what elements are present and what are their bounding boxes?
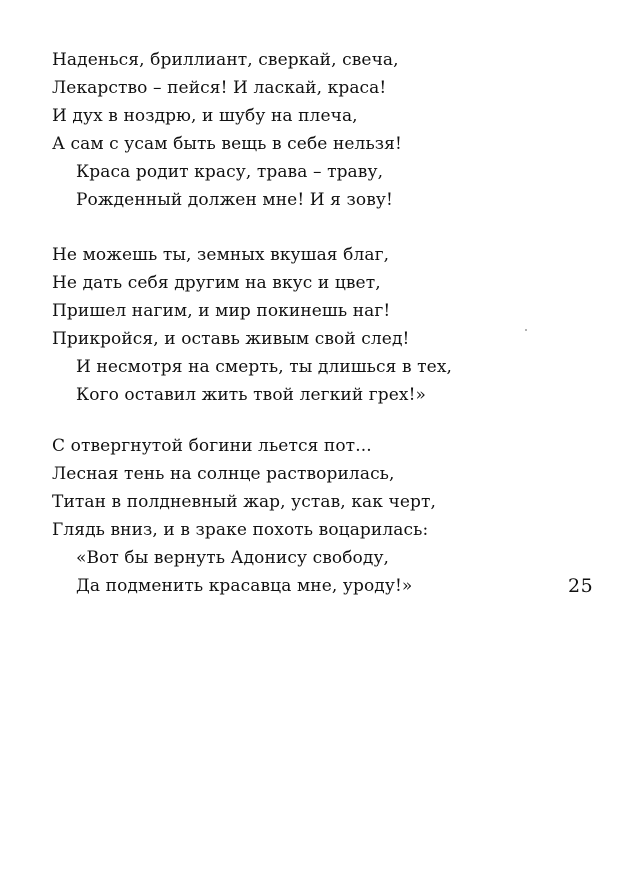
poem-line-indented: И несмотря на смерть, ты длишься в тех, <box>76 357 453 377</box>
poem-line: Титан в полдневный жар, устав, как черт, <box>52 492 436 512</box>
poem-line: А сам с усам быть вещь в себе нельзя! <box>52 134 402 154</box>
poem-line-indented: Краса родит красу, трава – траву, <box>76 162 384 182</box>
stanza-3 <box>52 432 532 600</box>
poem-line: Лекарство – пейся! И ласкай, краса! <box>52 78 387 98</box>
poem-line: Наденься, бриллиант, сверкай, свеча, <box>52 50 399 70</box>
poem-line: С отвергнутой богини льется пот... <box>52 436 372 456</box>
poem-line: И дух в ноздрю, и шубу на плеча, <box>52 106 358 126</box>
poem-line: Пришел нагим, и мир покинешь наг! <box>52 301 391 321</box>
poem-line-indented: «Вот бы вернуть Адонису свободу, <box>76 548 390 568</box>
poem-line: Не дать себя другим на вкус и цвет, <box>52 273 381 293</box>
poem-line-indented: Да подменить красавца мне, уроду!» <box>76 576 413 596</box>
poem-line: Лесная тень на солнце растворилась, <box>52 464 395 484</box>
poem-line: Прикройся, и оставь живым свой след! <box>52 329 410 349</box>
stanza-1 <box>52 46 532 214</box>
poem-line-indented: Кого оставил жить твой легкий грех!» <box>76 385 427 405</box>
poem-line-indented: Рожденный должен мне! И я зову! <box>76 190 393 210</box>
paper-speck <box>525 329 527 331</box>
page-number: 25 <box>568 575 594 597</box>
stanza-2 <box>52 241 532 409</box>
poem-line: Глядь вниз, и в зраке похоть воцарилась: <box>52 520 429 540</box>
poem-line: Не можешь ты, земных вкушая благ, <box>52 245 390 265</box>
